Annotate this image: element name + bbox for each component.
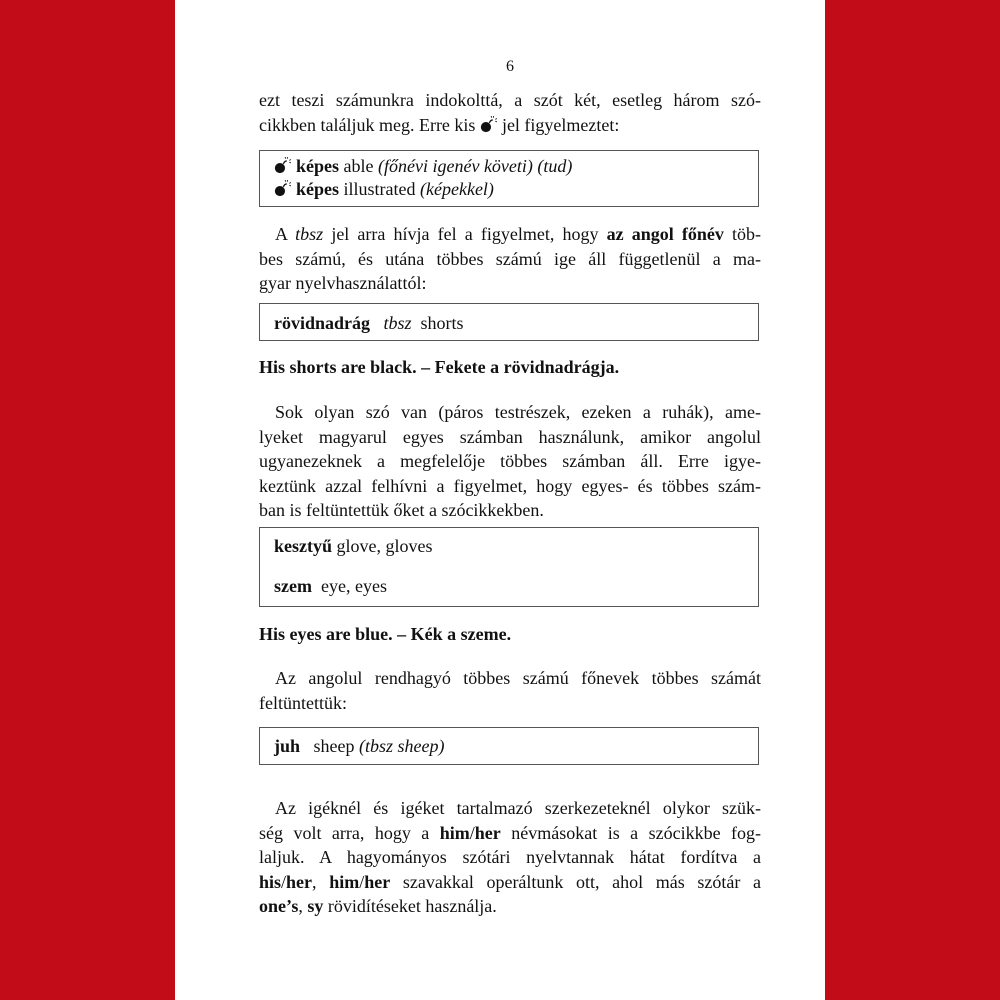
paragraph-line: ban is feltüntettük őket a szócikkekben. <box>259 500 544 520</box>
headword: kesztyű <box>274 536 332 556</box>
paragraph-line: laljuk. A hagyományos szótári nyelvtannak hátat fordítva a <box>259 847 761 867</box>
paragraph-line: cikkben találjuk meg. Erre kis jel figyelmeztet: <box>259 114 620 135</box>
example-box-juh <box>259 727 759 765</box>
paragraph-line: feltüntettük: <box>259 692 347 713</box>
usage-note: (tbsz sheep) <box>359 736 445 756</box>
usage-note: (képekkel) <box>420 179 494 199</box>
translation: illustrated <box>343 179 416 199</box>
entry-row <box>274 178 758 201</box>
paragraph-line: Az igéknél és igéket tartalmazó szerkezeteknél olykor szük- <box>275 798 761 818</box>
paragraph-line: bes számú, és utána többes számú ige áll függetlenül a ma- <box>259 248 761 269</box>
page-number: 6 <box>506 58 514 75</box>
paragraph-line: one’s, sy rövidítéseket használja. <box>259 896 497 916</box>
entry-row <box>274 574 758 598</box>
headword: képes <box>296 179 340 199</box>
paragraph-intro <box>259 88 761 137</box>
entry-row <box>274 534 758 558</box>
translation: sheep <box>313 736 355 756</box>
bomb-icon <box>480 116 497 133</box>
headword: képes <box>296 156 340 176</box>
paragraph-tbsz <box>259 222 761 296</box>
usage-note: (főnévi igenév követi) (tud) <box>378 156 573 176</box>
paragraph-paired <box>259 400 761 523</box>
book-page <box>175 0 825 1000</box>
paragraph-line: ség volt arra, hogy a him/her névmásokat is a szócikkbe fog- <box>259 822 762 843</box>
headword: szem <box>274 576 312 596</box>
abbreviation: tbsz <box>383 313 412 333</box>
paragraph-line: keztünk azzal felhívni a figyelmet, hogy egyes- és többes szám- <box>259 475 761 496</box>
paragraph-line: ugyanezeknek a megfelelője többes számban áll. Erre igye- <box>259 451 761 471</box>
example-box-kepes <box>259 150 759 207</box>
example-box-kesztyu <box>259 527 759 607</box>
translation: eye, eyes <box>320 576 387 596</box>
paragraph-line: Az angolul rendhagyó többes számú főnevek többes számát <box>275 668 761 688</box>
paragraph-line: his/her, him/her szavakkal operáltunk ott, ahol más szótár a <box>259 871 762 892</box>
translation: able <box>343 156 374 176</box>
headword: rövidnadrág <box>274 313 371 333</box>
headword: juh <box>274 736 301 756</box>
translation: glove, gloves <box>336 536 433 556</box>
example-box-rovidnadrag <box>259 303 759 341</box>
entry-row <box>274 155 758 178</box>
bomb-icon <box>274 157 291 174</box>
paragraph-line: A tbsz jel arra hívja fel a figyelmet, hogy az angol főnév töb- <box>275 224 762 244</box>
paragraph-line: gyar nyelvhasználattól: <box>259 273 427 293</box>
paragraph-line: lyeket magyarul egyes számban használunk, amikor angolul <box>259 426 761 447</box>
paragraph-irregular <box>259 666 761 715</box>
bomb-icon <box>274 180 291 197</box>
paragraph-line: Sok olyan szó van (páros testrészek, ezeken a ruhák), ame- <box>275 402 761 422</box>
example-sentence: His eyes are blue. – Kék a szeme. <box>259 624 512 644</box>
translation: shorts <box>420 313 464 333</box>
example-sentence: His shorts are black. – Fekete a rövidnadrágja. <box>259 357 620 377</box>
paragraph-line: ezt teszi számunkra indokolttá, a szót két, esetleg három szó- <box>259 90 761 110</box>
paragraph-pronouns <box>259 796 761 919</box>
